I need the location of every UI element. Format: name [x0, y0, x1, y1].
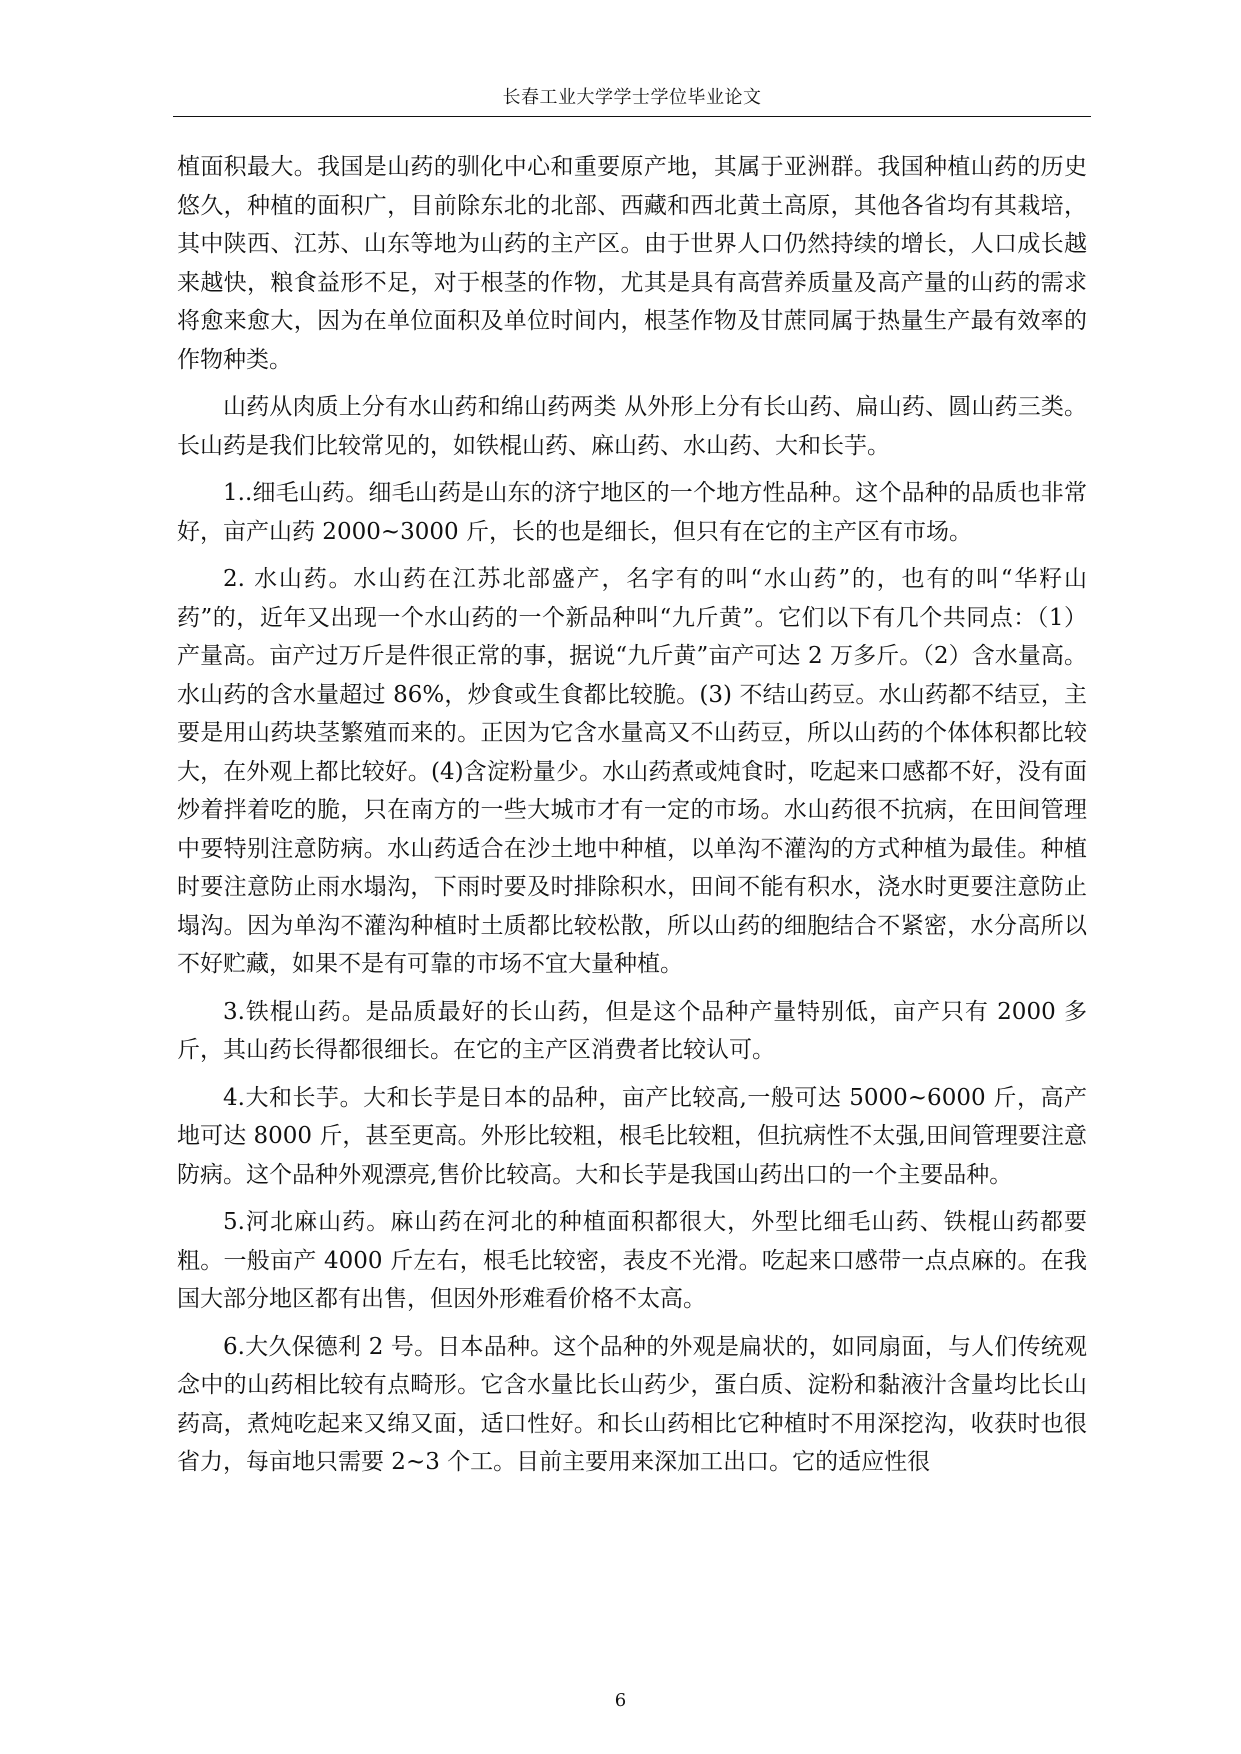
- paragraph-variety-1: 1..细毛山药。细毛山药是山东的济宁地区的一个地方性品种。这个品种的品质也非常好，亩产山药 2000~3000 斤，长的也是细长，但只有在它的主产区有市场。: [177, 480, 1087, 545]
- paragraph-yam-types: 山药从肉质上分有水山药和绵山药两类 从外形上分有长山药、扁山药、圆山药三类。长山药是我们比较常见的，如铁棍山药、麻山药、水山药、大和长芋。: [177, 394, 1087, 459]
- paragraph-variety-6: 6.大久保德利 2 号。日本品种。这个品种的外观是扁状的，如同扇面，与人们传统观念中的山药相比较有点畸形。它含水量比长山药少，蛋白质、淀粉和黏液汁含量均比长山药高，煮炖吃起来又绵又面，适口性好。和长山药相比它种植时不用深挖沟，收获时也很省力，每亩地只需要 2~3 个工。目前主要用来深加工出口。它的适应性很: [177, 1333, 1087, 1475]
- body-text: [177, 148, 1087, 1491]
- paragraph-variety-2: 2. 水山药。水山药在江苏北部盛产，名字有的叫“水山药”的，也有的叫“华籽山药”的，近年又出现一个水山药的一个新品种叫“九斤黄”。它们以下有几个共同点：（1）产量高。亩产过万斤是件很正常的事，据说“九斤黄”亩产可达 2 万多斤。（2）含水量高。水山药的含水量超过 86%，炒食或生食都比较脆。(3) 不结山药豆。水山药都不结豆，主要是用山药块茎繁殖而来的。正因为它含水量高又不山药豆，所以山药的个体体积都比较大，在外观上都比较好。(4)含淀粉量少。水山药煮或炖食时，吃起来口感都不好，没有面炒着拌着吃的脆，只在南方的一些大城市才有一定的市场。水山药很不抗病，在田间管理中要特别注意防病。水山药适合在沙土地中种植，以单沟不灌沟的方式种植为最佳。种植时要注意防止雨水塌沟，下雨时要及时排除积水，田间不能有积水，浇水时更要注意防止塌沟。因为单沟不灌沟种植时土质都比较松散，所以山药的细胞结合不紧密，水分高所以不好贮藏，如果不是有可靠的市场不宜大量种植。: [177, 566, 1087, 977]
- running-header: 长春工业大学学士学位毕业论文: [502, 87, 762, 108]
- paragraph-variety-5: 5.河北麻山药。麻山药在河北的种植面积都很大，外型比细毛山药、铁棍山药都要粗。一般亩产 4000 斤左右，根毛比较密，表皮不光滑。吃起来口感带一点点麻的。在我国大部分地区都有出售，但因外形难看价格不太高。: [177, 1209, 1087, 1312]
- paragraph-continued: 植面积最大。我国是山药的驯化中心和重要原产地，其属于亚洲群。我国种植山药的历史悠久，种植的面积广，目前除东北的北部、西藏和西北黄土高原，其他各省均有其栽培，其中陕西、江苏、山东等地为山药的主产区。由于世界人口仍然持续的增长，人口成长越来越快，粮食益形不足，对于根茎的作物，尤其是具有高营养质量及高产量的山药的需求将愈来愈大，因为在单位面积及单位时间内，根茎作物及甘蔗同属于热量生产最有效率的作物种类。: [177, 154, 1087, 373]
- page-number: 6: [614, 1690, 627, 1711]
- header-rule: [173, 116, 1091, 117]
- paragraph-variety-4: 4.大和长芋。大和长芋是日本的品种，亩产比较高,一般可达 5000~6000 斤，高产地可达 8000 斤，甚至更高。外形比较粗，根毛比较粗，但抗病性不太强,田间管理要注意防病。这个品种外观漂亮,售价比较高。大和长芋是我国山药出口的一个主要品种。: [177, 1084, 1087, 1188]
- paragraph-variety-3: 3.铁棍山药。是品质最好的长山药，但是这个品种产量特别低，亩产只有 2000 多斤，其山药长得都很细长。在它的主产区消费者比较认可。: [177, 998, 1087, 1063]
